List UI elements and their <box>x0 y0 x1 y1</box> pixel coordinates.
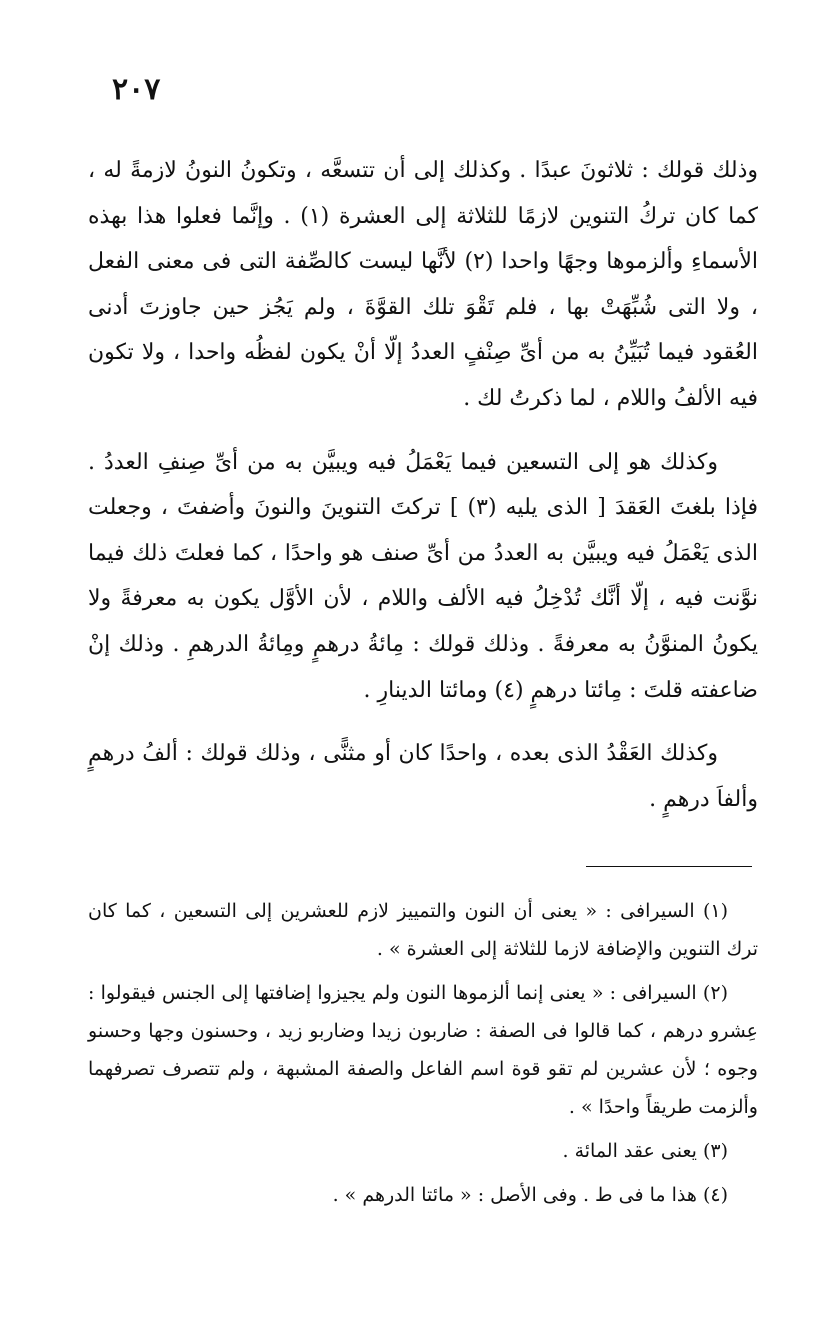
main-text <box>88 148 758 822</box>
footnote-divider <box>586 866 752 867</box>
page-number: ٢٠٧ <box>112 72 161 107</box>
paragraph-3: وكذلك العَقْدُ الذى بعده ، واحدًا كان أو مثنًّى ، وذلك قولك : ألفُ درهمٍ وألفاَ درهمٍ . <box>88 741 758 812</box>
footnote-1: (١) السيرافى : « يعنى أن النون والتمييز لازم للعشرين إلى التسعين ، كما كان ترك التنوين والإضافة لازما للثلاثة إلى العشرة » . <box>88 900 758 960</box>
paragraph-1: وذلك قولك : ثلاثونَ عبدًا . وكذلك إلى أن تتسعَّه ، وتكونُ النونُ لازمةً له ، كما كان تركُ التنوين لازمًا للثلاثة إلى العشرة (١) . وإنَّما فعلوا هذا بهذه الأسماءِ وألزموها وجهًا واحدا (٢) لأنَّها ليست كالصِّفة التى فى معنى الفعل ، ولا التى شُبِّهَتْ بها ، فلم تَقْوَ تلك القوَّةَ ، ولم يَجُز حين جاوزتَ أدنى العُقود فيما تُبَيِّنُ به من أىِّ صِنْفٍ العددُ إلّا أنْ يكون لفظُه واحدا ، ولا تكون فيه الألفُ واللام ، لما ذكرتُ لك . <box>88 158 758 411</box>
paragraph-2: وكذلك هو إلى التسعين فيما يَعْمَلُ فيه ويبيَّن به من أىِّ صِنفِ العددُ . فإذا بلغتَ العَقدَ [ الذى يليه (٣) ] تركتَ التنوينَ والنونَ وأضفتَ ، وجعلت الذى يَعْمَلُ فيه ويبيَّن به العددُ من أىِّ صنف هو واحدًا ، كما فعلتَ ذلك فيما نوَّنت فيه ، إلّا أنَّك تُدْخِلُ فيه الألف واللام ، لأن الأوَّل يكون به معرفةً ولا يكونُ المنوَّنُ به معرفةً . وذلك قولك : مِائةُ درهمٍ ومِائةُ الدرهمِ . وذلك إنْ ضاعفته قلتَ : مِائتا درهمٍ (٤) ومائتا الدينارِ . <box>88 449 759 703</box>
footnote-2: (٢) السيرافى : « يعنى إنما ألزموها النون ولم يجيزوا إضافتها إلى الجنس فيقولوا : عِشرو درهم ، كما قالوا فى الصفة : ضاربون زيدا وضاربو زيد ، وحسنون وجها وحسنو وجوه ؛ لأن عشرين لم تقو قوة اسم الفاعل والصفة المشبهة ، ولم تتصرف تصرفهما وألزمت طريقاً واحدًا » . <box>88 982 758 1118</box>
footnote-3: (٣) يعنى عقد المائة . <box>562 1140 728 1162</box>
footnote-4: (٤) هذا ما فى ط . وفى الأصل : « مائتا الدرهم » . <box>332 1184 728 1206</box>
footnotes <box>88 892 758 1214</box>
